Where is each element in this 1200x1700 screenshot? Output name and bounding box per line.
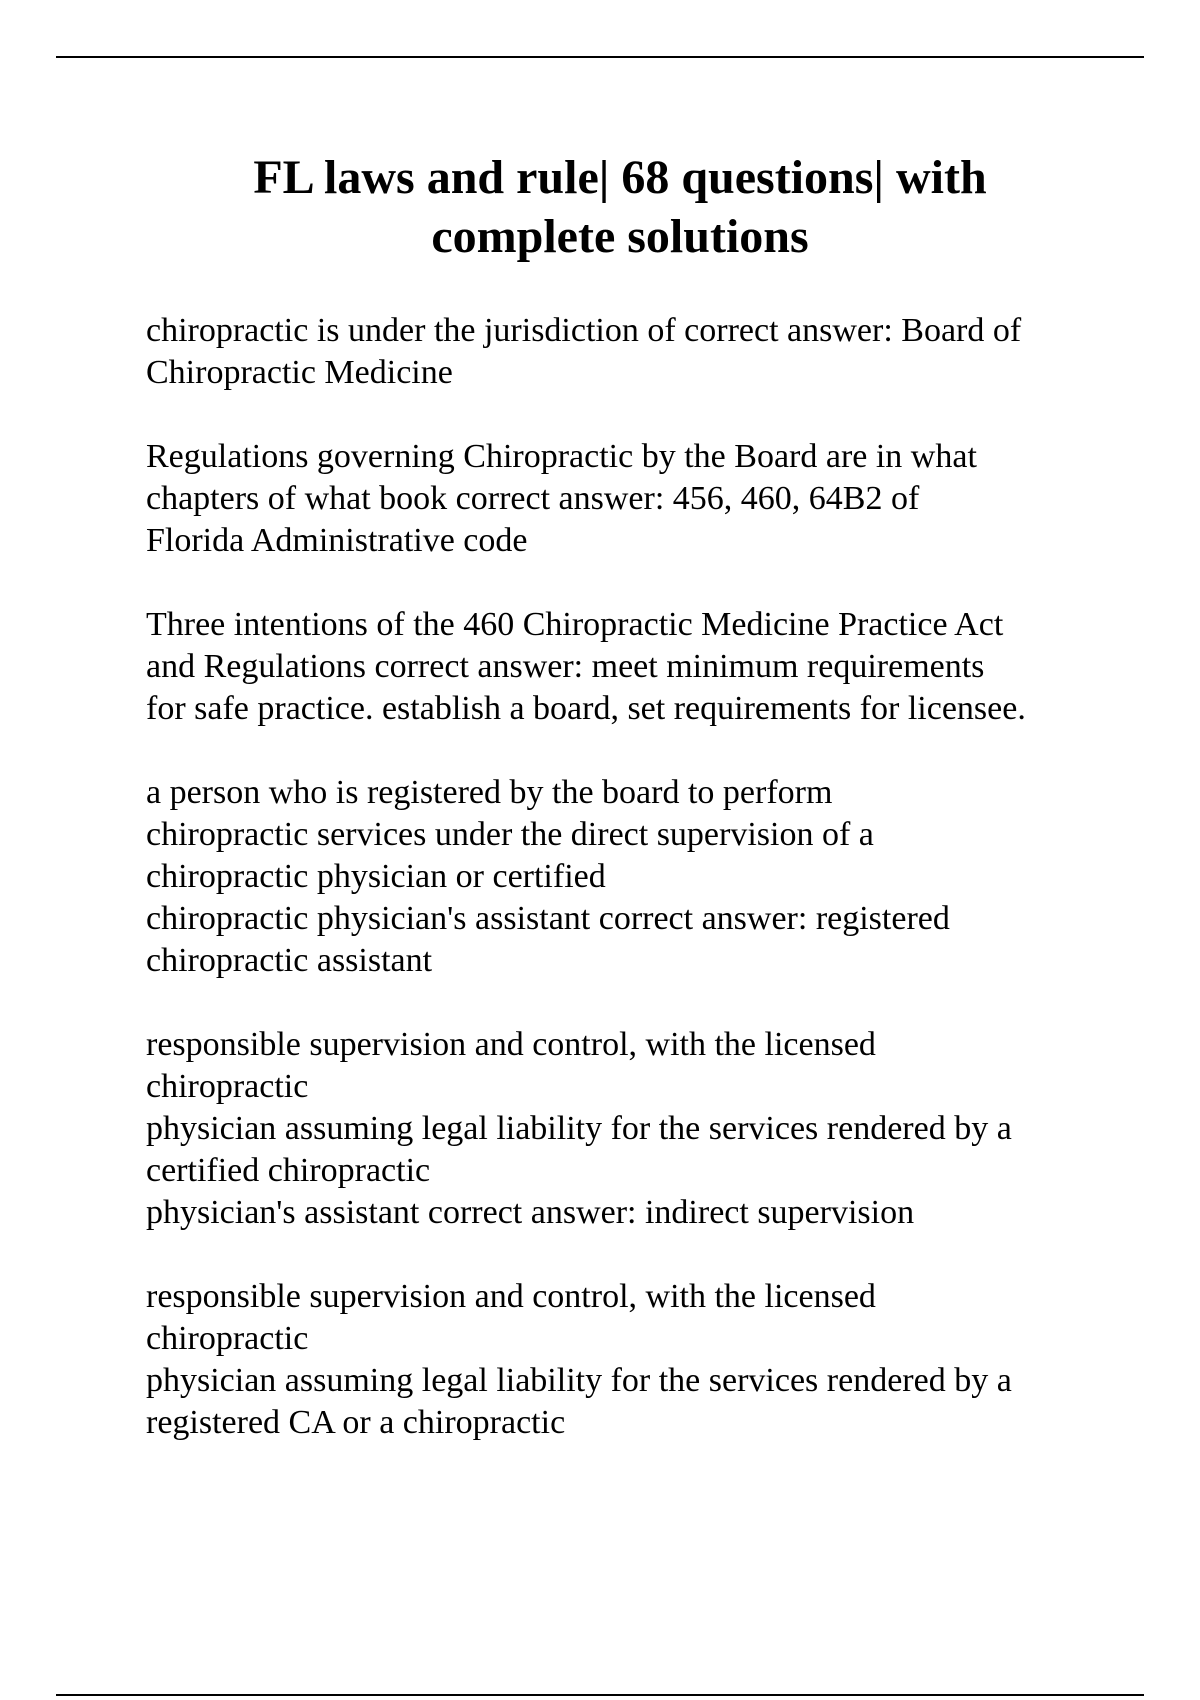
text-line: chiropractic physician's assistant correct answer: registered: [146, 900, 950, 937]
text-line: Florida Administrative code: [146, 522, 528, 559]
qa-entry: [146, 436, 1116, 562]
text-line: and Regulations correct answer: meet minimum requirements: [146, 648, 985, 685]
qa-entry: [146, 1276, 1116, 1444]
qa-entry: [146, 772, 1116, 982]
text-line: physician's assistant correct answer: indirect supervision: [146, 1194, 915, 1231]
text-line: chiropractic is under the jurisdiction of correct answer: Board of: [146, 312, 1022, 349]
text-line: responsible supervision and control, with the licensed: [146, 1026, 876, 1063]
text-line: chiropractic assistant: [146, 942, 433, 979]
text-line: physician assuming legal liability for the services rendered by a: [146, 1362, 1012, 1399]
text-line: chapters of what book correct answer: 456, 460, 64B2 of: [146, 480, 920, 517]
text-line: chiropractic: [146, 1320, 309, 1357]
top-rule: [56, 56, 1144, 58]
title-line: complete solutions: [431, 210, 809, 263]
bottom-rule: [56, 1694, 1144, 1696]
text-line: certified chiropractic: [146, 1152, 431, 1189]
qa-entry: [146, 1024, 1116, 1234]
text-line: Chiropractic Medicine: [146, 354, 453, 391]
title-line: FL laws and rule| 68 questions| with: [253, 151, 987, 204]
document-title: [140, 148, 1100, 266]
text-line: a person who is registered by the board to perform: [146, 774, 833, 811]
document-body: [146, 310, 1116, 1486]
text-line: responsible supervision and control, with the licensed: [146, 1278, 876, 1315]
text-line: chiropractic: [146, 1068, 309, 1105]
qa-entry: [146, 604, 1116, 730]
text-line: chiropractic physician or certified: [146, 858, 606, 895]
qa-entry: [146, 310, 1116, 394]
text-line: Regulations governing Chiropractic by the Board are in what: [146, 438, 977, 475]
text-line: for safe practice. establish a board, set requirements for licensee.: [146, 690, 1026, 727]
text-line: registered CA or a chiropractic: [146, 1404, 566, 1441]
text-line: physician assuming legal liability for the services rendered by a: [146, 1110, 1012, 1147]
text-line: chiropractic services under the direct supervision of a: [146, 816, 874, 853]
text-line: Three intentions of the 460 Chiropractic Medicine Practice Act: [146, 606, 1004, 643]
